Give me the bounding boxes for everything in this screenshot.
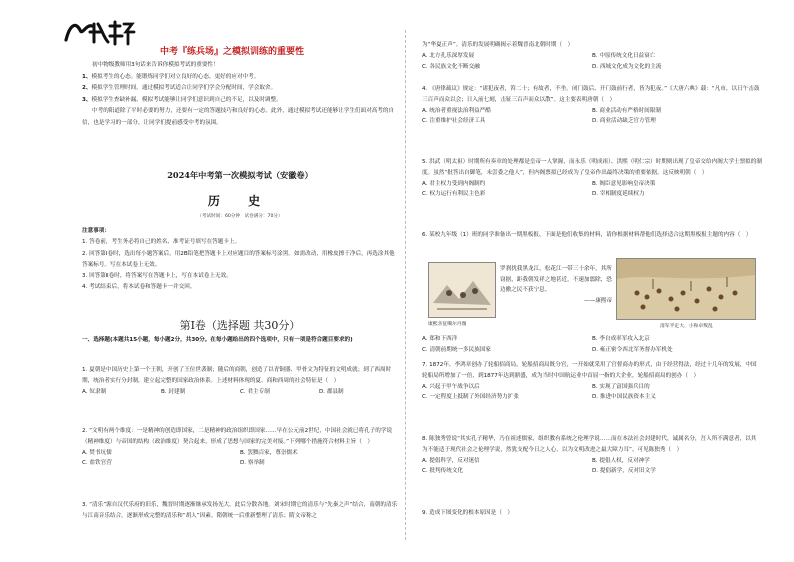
intro-lead: 初中物级教师用3句话来告诉你模拟考试的重要性！ bbox=[92, 62, 219, 68]
q3-option-a[interactable]: A. 北方孔乐深厚发展 bbox=[422, 52, 475, 59]
section-description: 一、选择题(本题共15小题，每小题2分，共30分。在每小题给出的四个选项中，只有一项是符合题目要求的) bbox=[82, 337, 353, 343]
q3-option-d[interactable]: D. 西域文化成为文化的主流 bbox=[592, 63, 662, 70]
question-6-options-block bbox=[422, 334, 762, 356]
image-2-caption: 清军平定大、小和卓叛乱 bbox=[660, 324, 713, 329]
question-3-stem: 3. “清乐”源自汉代乐府的旧乐，魏晋时期逐渐继承发扬光大，此后分散各地。刘宋时期它的清乐与“先秦之声”结合，南朝的清乐与江南音乐结合，逐渐形成完整的清乐和“胡人”因素。隋朝统一后重新整理了清乐；隋文帝称之 bbox=[82, 502, 398, 519]
question-9 bbox=[422, 508, 762, 519]
q4-option-c[interactable]: C. 注重维护社会经济工具 bbox=[422, 118, 486, 125]
question-2-options bbox=[82, 448, 398, 470]
question-1-options bbox=[82, 387, 398, 398]
q6-option-b[interactable]: B. 李自成率军攻入北京 bbox=[592, 336, 650, 342]
question-5-options bbox=[422, 179, 762, 201]
qing-army-battle-image bbox=[616, 258, 756, 320]
q2-option-d[interactable]: D. 察举制 bbox=[240, 460, 265, 467]
q3-option-b[interactable]: B. 中原传统文化日益衰亡 bbox=[592, 52, 656, 59]
question-7-options bbox=[422, 382, 762, 404]
q2-option-c[interactable]: C. 盐铁官营 bbox=[82, 460, 112, 467]
q8-option-c[interactable]: C. 批判传统文化 bbox=[422, 468, 464, 475]
kangxi-expedition-image bbox=[428, 262, 496, 318]
question-3-options bbox=[422, 51, 762, 73]
brand-logo bbox=[62, 18, 136, 48]
intro-bullet-2: 2、模拟学生管理时间。通过模拟考试适合让同学们学会分配时间，学会取舍。 bbox=[82, 85, 277, 92]
question-4-stem: 4. 《唐律疏议》规定：“诸犯夜者，笞二十；有故者，不坐。闭门鼓后、开门鼓前行者，皆为犯夜。”《大唐六典》载：“凡市，以日午击鼓三百声而众以会；日入前七刻，击钲三百声而众以散”。这主要表明唐朝（ ） bbox=[422, 86, 760, 103]
painting-icon bbox=[429, 263, 495, 317]
q2-option-b[interactable]: B. 罢黜百家，尊崇儒术 bbox=[240, 449, 298, 456]
image-1-caption: 康熙亲征噶尔丹图 bbox=[428, 322, 467, 327]
q4-option-b[interactable]: B. 商业活动有严格时间限制 bbox=[592, 107, 661, 114]
q7-option-d[interactable]: D. 推进中国民族资本主义 bbox=[592, 394, 656, 401]
q1-option-d[interactable]: D. 郡县制 bbox=[319, 388, 344, 395]
question-8-options bbox=[422, 456, 762, 478]
exam-meta: （考试时间：60分钟 试卷满分：70分） bbox=[197, 214, 283, 219]
q4-option-d[interactable]: D. 商业活动缺乏官方管理 bbox=[592, 118, 656, 125]
q7-option-c[interactable]: C. 一定程度上抵制了外国经济势力扩张 bbox=[422, 394, 519, 401]
question-3 bbox=[82, 500, 398, 522]
q5-option-b[interactable]: B. 阁臣意见影响皇帝决策 bbox=[592, 180, 656, 187]
question-2 bbox=[82, 426, 398, 469]
q1-option-b[interactable]: B. 封建制 bbox=[161, 388, 186, 395]
question-4-options bbox=[422, 106, 762, 128]
question-5 bbox=[422, 157, 762, 200]
question-1-stem: 1. 夏朝是中国历史上第一个王朝，开创了王位世袭制；随后的商朝，创造了以青铜器、甲骨文为特征的文明成就；到了西周时期，统治者实行分封制，建立起完整的国家政治体系。上述材料体现的夏、商和西周的社会特征是（ ） bbox=[82, 367, 392, 384]
q1-option-c[interactable]: C. 君主专制 bbox=[240, 388, 270, 395]
question-6-stem: 6. 某校九年级（1）班的同学准备出一期黑板报，下面是他们收集的材料，请你根据材料帮他们选择适合这期黑板报主题的内容（ ） bbox=[422, 232, 752, 238]
q8-option-a[interactable]: A. 提倡科学，反对迷信 bbox=[422, 457, 480, 464]
intro-closing: 中考的阳道除了平时必要的努力，还要有一定的答题技巧和良好的心态。此外，通过模拟考试还能够让学生们面对高考的自信，也是学习的一部分，让同学们提前感受中考的氛围。 bbox=[82, 108, 395, 126]
intro-block bbox=[82, 60, 398, 130]
question-3-continued bbox=[422, 40, 762, 72]
banner-title: 中考『练兵场』之模拟训练的重要性 bbox=[160, 47, 305, 57]
section-title: 第Ⅰ卷（选择题 共30分） bbox=[179, 319, 301, 332]
q7-option-b[interactable]: B. 实现了富国强兵目的 bbox=[592, 383, 650, 390]
question-7 bbox=[422, 360, 762, 403]
exam-title: 2024年中考第一次模拟考试（安徽卷） bbox=[167, 170, 313, 180]
q8-option-b[interactable]: B. 提倡人权，反对神学 bbox=[592, 457, 650, 464]
q3-option-c[interactable]: C. 各民族文化不断交融 bbox=[422, 63, 480, 70]
note-2: 2. 回答第Ⅰ卷时，选出每小题答案后，用2B铅笔把答题卡上对应题目的答案标号涂黑。如需改动，用橡皮擦干净后，再选涂其他答案标号。写在本试卷上无效。 bbox=[82, 250, 395, 268]
q8-option-d[interactable]: D. 提倡新学，反对旧文学 bbox=[592, 468, 656, 475]
q5-option-c[interactable]: C. 权力运行有利民主色彩 bbox=[422, 191, 486, 198]
q1-option-a[interactable]: A. 奴隶制 bbox=[82, 388, 107, 395]
note-4: 4. 考试结束后，将本试卷和答题卡一并交回。 bbox=[82, 284, 196, 291]
question-9-stem: 9. 造成下图变化的根本原因是（ ） bbox=[422, 510, 514, 516]
question-6 bbox=[422, 230, 762, 241]
question-8 bbox=[422, 434, 762, 477]
q2-option-a[interactable]: A. 焚书坑儒 bbox=[82, 449, 112, 456]
note-1: 1. 答卷前，考生务必将自己的姓名、准考证号填写在答题卡上。 bbox=[82, 239, 241, 246]
question-5-stem: 5. 洪武（明太祖）时期所有奏章的处理都是皇帝一人掌握，而永乐（明成祖）、洪熙（明仁宗）时期则出现了皇帝交给内阁大学士票拟的制度。虽然“批答出自御笔，未尝委之他人”，但内阁票拟已经成为了皇帝作出最终决策的重要依据。这反映明朝（ ） bbox=[422, 159, 762, 176]
question-4 bbox=[422, 84, 762, 127]
question-6-options bbox=[422, 334, 762, 356]
kangxi-quote-text: 罗刹扰我黑龙江，松花江一带三十余年，其所窃据，距我朝发祥之地甚近，不速加翦除，恐边徼之民不获宁息。 bbox=[500, 266, 612, 294]
exam-subject: 历 史 bbox=[207, 194, 273, 208]
battle-painting-icon bbox=[617, 259, 755, 319]
note-3: 3. 回答第Ⅱ卷时，将答案写在答题卡上，写在本试卷上无效。 bbox=[82, 273, 232, 280]
logo-brush-art bbox=[62, 18, 136, 48]
q6-option-c[interactable]: C. 清朝前期统一多民族国家 bbox=[422, 346, 491, 353]
kangxi-quote bbox=[500, 264, 612, 306]
kangxi-quote-source: ——康熙帝 bbox=[584, 297, 612, 304]
question-7-stem: 7. 1872年，李鸿章创办了轮船招商局，轮船招商局既分官，一开始就采用了官督商办的形式，由于经营得法，经过十几年的发展，中国轮船局所增加了一倍，到1877年达到鼎盛，成为当时中国航运业中首屈一指的大企业，轮船招商局的创办（ ） bbox=[422, 362, 757, 379]
question-2-stem: 2. “文明有两个维度：一是精神的创造即国家，二是精神的政治组织即国家……早在公元前2世纪，中国社会就已将孔子的学说（精神维度）与帝国的结构（政治维度）契合起来，形成了思想与国家的完美对接。”下列哪个措施符合材料主旨（ ） bbox=[82, 428, 393, 445]
q6-option-a[interactable]: A. 郑和下西洋 bbox=[422, 336, 458, 342]
q5-option-d[interactable]: D. 宰相制度延续权力 bbox=[592, 191, 645, 198]
exam-notes bbox=[82, 226, 398, 294]
intro-bullet-3: 3、模拟学生查缺补漏。模拟考试能够让同学们意识到自己的不足，以及时调整。 bbox=[82, 96, 282, 103]
column-divider bbox=[405, 30, 406, 540]
q7-option-a[interactable]: A. 兴起于甲午战争以后 bbox=[422, 383, 480, 390]
question-8-stem: 8. 陈独秀曾说“其实孔子精华，乃在祖述儒家，组织教有系统之伦理学说……而在本法社会封建时代，诚属名分，吾人所不满意者，以其为不能适于现代社会之伦理学说，然犹支配今日之人心，以为文明改进之最大障力耳”。可见陈独秀（ ） bbox=[422, 436, 757, 453]
q6-option-d[interactable]: D. 雍正密令西北军务督办军机处 bbox=[592, 346, 673, 353]
notes-heading: 注意事项： bbox=[82, 228, 110, 234]
q5-option-a[interactable]: A. 君主权力受到内阁制约 bbox=[422, 180, 486, 187]
question-3-cont-stem: 为“华夏正声”。清乐的发展明确揭示着魏晋南北朝时期（ ） bbox=[422, 42, 574, 48]
question-1 bbox=[82, 365, 398, 397]
intro-bullet-1: 1、模拟考生的心态。能锻炼同学们对立良好的心态，更好的应对中考。 bbox=[82, 73, 260, 80]
q4-option-a[interactable]: A. 统治者重视法治利益严酷 bbox=[422, 107, 491, 114]
